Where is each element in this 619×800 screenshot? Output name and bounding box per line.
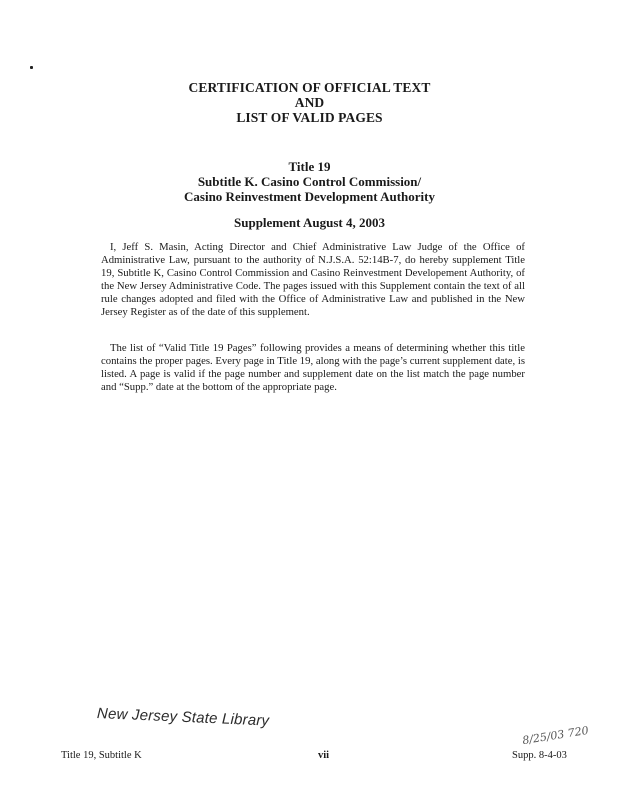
handwritten-note: 8/25/03 720 <box>521 723 590 748</box>
footer-title: Title 19, Subtitle K <box>61 750 142 761</box>
library-stamp: New Jersey State Library <box>96 705 270 730</box>
supplement-date: Supplement August 4, 2003 <box>234 215 385 230</box>
heading-line-3: LIST OF VALID PAGES <box>236 110 383 125</box>
subtitle-line-2: Casino Reinvestment Development Authority <box>184 189 435 204</box>
title-number: Title 19 <box>288 159 331 174</box>
subtitle-line-1: Subtitle K. Casino Control Commission/ <box>197 174 422 189</box>
heading-line-2: AND <box>294 95 325 110</box>
heading-line-1: CERTIFICATION OF OFFICIAL TEXT <box>188 80 431 95</box>
certification-heading <box>0 80 619 125</box>
scan-speck <box>30 66 33 69</box>
title-block <box>0 159 619 204</box>
footer-supplement: Supp. 8-4-03 <box>512 750 567 761</box>
valid-pages-paragraph: The list of “Valid Title 19 Pages” following provides a means of determining whether this title contains the proper pages. Every page in Title 19, along with the page’s current supplement date, is listed. A page is valid if the page number and supplement date on the list match the page number and “Supp.” date at the bottom of the appropriate page. <box>101 342 525 393</box>
footer-page-number: vii <box>318 750 330 761</box>
certification-paragraph: I, Jeff S. Masin, Acting Director and Chief Administrative Law Judge of the Office of Administrative Law, pursuant to the authority of N.J.S.A. 52:14B-7, do hereby supplement Title 19, Subtitle K, Casino Control Commission and Casino Reinvestment Developement Authority, of the New Jersey Administrative Code. The pages issued with this Supplement contain the text of all rule changes adopted and filed with the Office of Administrative Law and published in the New Jersey Register as of the date of this supplement. <box>101 241 525 318</box>
